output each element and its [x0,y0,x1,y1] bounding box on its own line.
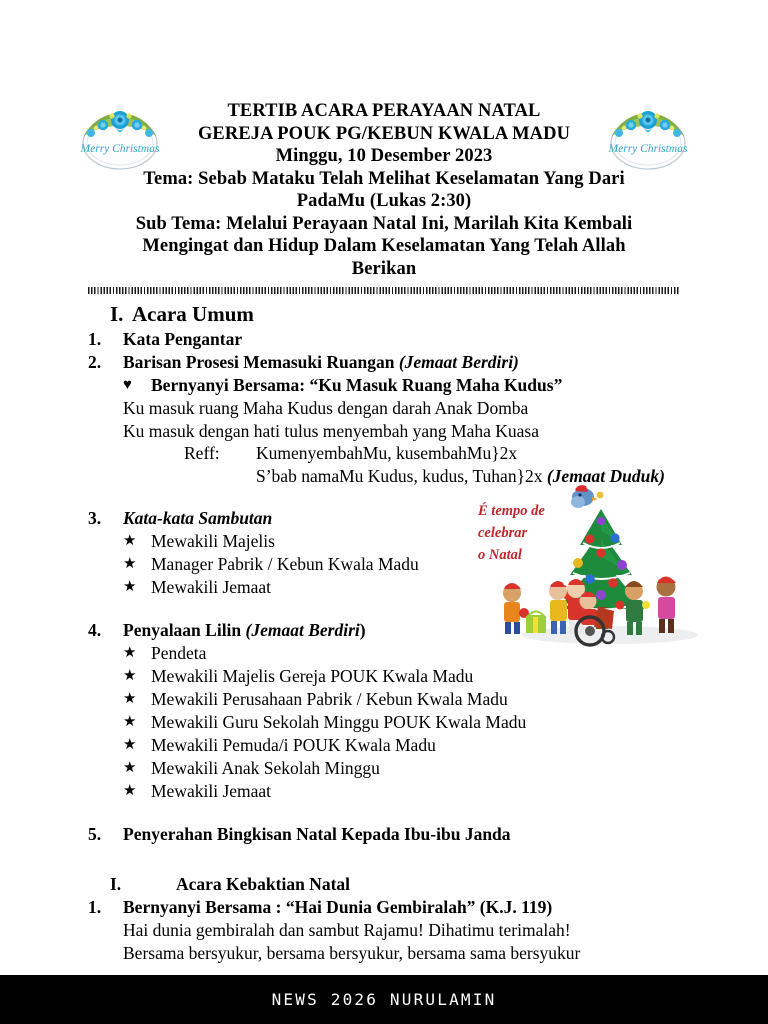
section-2-numeral: I. [110,874,122,894]
refrain-label: Reff: [184,443,220,463]
star-bullet-icon: ★ [123,579,137,595]
title-line-3: Minggu, 10 Desember 2023 [275,146,493,166]
star-bullet-icon: ★ [123,691,137,707]
subtheme-line-2: Mengingat dan Hidup Dalam Keselamatan Yang Telah Allah [142,236,626,256]
illustration-caption-3: o Natal [478,547,522,563]
star-bullet-icon: ★ [123,533,137,549]
song-lyric-line-1: Ku masuk ruang Maha Kudus dengan darah Anak Domba [123,398,529,418]
section-2-lyric-line-1: Hai dunia gembiralah dan sambut Rajamu! Dihatimu terimalah! [123,920,571,940]
song-title-row [88,374,680,397]
list-item [88,553,680,576]
list-item [88,688,680,711]
illustration-caption-2: celebrar [478,525,528,541]
item-2-text [123,351,680,374]
list-item [88,711,680,734]
title-line-2: GEREJA POUK PG/KEBUN KWALA MADU [197,123,571,144]
star-bullet-icon: ★ [123,645,137,661]
item-3-bullet-2: Manager Pabrik / Kebun Kwala Madu [151,554,419,574]
item-4-bullet-4: Mewakili Guru Sekolah Minggu POUK Kwala Madu [151,712,527,732]
illustration-caption-1: É tempo de [478,503,545,519]
list-item [88,665,680,688]
list-item-3 [88,507,680,530]
item-3-text: Kata-kata Sambutan [123,508,273,528]
title-line-1: TERTIB ACARA PERAYAAN NATAL [227,101,541,121]
list-item-5 [88,823,680,846]
document-body [88,300,680,964]
star-bullet-icon: ★ [123,668,137,684]
footer-watermark-text: NEWS 2026 NURULAMIN [271,990,497,1009]
decorative-divider [88,287,680,294]
ornament-right-text: Merry Christmas [608,143,688,155]
footer-watermark-bar [0,975,768,1024]
list-item [88,734,680,757]
item-2-label: Barisan Prosesi Memasuki Ruangan [123,352,399,372]
star-bullet-icon: ★ [123,760,137,776]
list-item [88,757,680,780]
list-item [88,530,680,553]
list-item [88,576,680,599]
item-4-bullet-7: Mewakili Jemaat [151,781,272,801]
item-4-label: Penyalaan Lilin [123,620,246,640]
section-2-list-item-1 [88,896,680,919]
refrain-line-2-row [88,465,680,488]
ornament-wreath-right-icon [604,100,692,172]
title-block [88,100,680,168]
item-4-bullet-2: Mewakili Majelis Gereja POUK Kwala Madu [151,666,474,686]
ornament-left-text: Merry Christmas [80,143,160,155]
list-item [88,780,680,803]
section-heading-acara-umum [88,300,680,328]
item-2-number: 2. [88,352,102,372]
star-bullet-icon: ★ [123,556,137,572]
item-2-note: (Jemaat Berdiri) [398,352,519,372]
document-header [80,100,688,280]
theme-line-1: Tema: Sebab Mataku Telah Melihat Keselamatan Yang Dari [143,168,625,189]
section-heading-acara-kebaktian [88,872,680,896]
item-1-text: Kata Pengantar [123,329,243,349]
section-2-lyric-line-2: Bersama bersyukur, bersama bersyukur, bersama sama bersyukur [123,942,581,963]
song-lyric-line-2: Ku masuk dengan hati tulus menyembah yang Maha Kuasa [123,420,540,441]
subtheme-line-3: Berikan [351,258,417,279]
refrain-row [88,442,680,465]
item-3-bullet-1: Mewakili Majelis [151,531,275,551]
star-bullet-icon: ★ [123,737,137,753]
item-3-bullet-3: Mewakili Jemaat [151,577,272,597]
item-4-note-tail: ) [359,620,366,640]
heart-bullet-icon: ♥ [123,377,132,393]
refrain-note: (Jemaat Duduk) [546,465,665,486]
star-bullet-icon: ★ [123,714,137,730]
list-item-2 [88,351,680,374]
item-5-number: 5. [88,824,102,844]
item-1-number: 1. [88,329,102,349]
item-4-text [123,619,680,642]
star-bullet-icon: ★ [123,783,137,799]
item-5-text: Penyerahan Bingkisan Natal Kepada Ibu-ibu Janda [123,824,511,844]
item-4-bullet-1: Pendeta [151,643,207,663]
song-title-text: Bernyanyi Bersama: “Ku Masuk Ruang Maha Kudus” [151,375,563,395]
item-4-bullet-6: Mewakili Anak Sekolah Minggu [151,758,380,778]
item-4-bullet-3: Mewakili Perusahaan Pabrik / Kebun Kwala Madu [151,689,508,709]
list-item-4 [88,619,680,642]
subtheme-line-1: Sub Tema: Melalui Perayaan Natal Ini, Marilah Kita Kembali [135,213,633,234]
refrain-line-1: KumenyembahMu, kusembahMu}2x [256,443,518,463]
item-4-note: (Jemaat Berdiri [245,620,360,640]
item-4-bullet-5: Mewakili Pemuda/i POUK Kwala Madu [151,735,436,755]
list-item-1 [88,328,680,351]
theme-line-2: PadaMu (Lukas 2:30) [296,191,472,211]
refrain-line-2: S’bab namaMu Kudus, kudus, Tuhan}2x [256,465,547,486]
ornament-wreath-left-icon [76,100,164,172]
section-2-title: Acara Kebaktian Natal [176,874,351,894]
section-1-numeral: I. [110,302,124,326]
section-2-item-1-number: 1. [88,897,102,917]
item-4-number: 4. [88,620,102,640]
section-2-item-1-text: Bernyanyi Bersama : “Hai Dunia Gembiralah” (K.J. 119) [123,897,553,917]
item-3-number: 3. [88,508,102,528]
section-1-title: Acara Umum [132,302,254,326]
list-item [88,642,680,665]
